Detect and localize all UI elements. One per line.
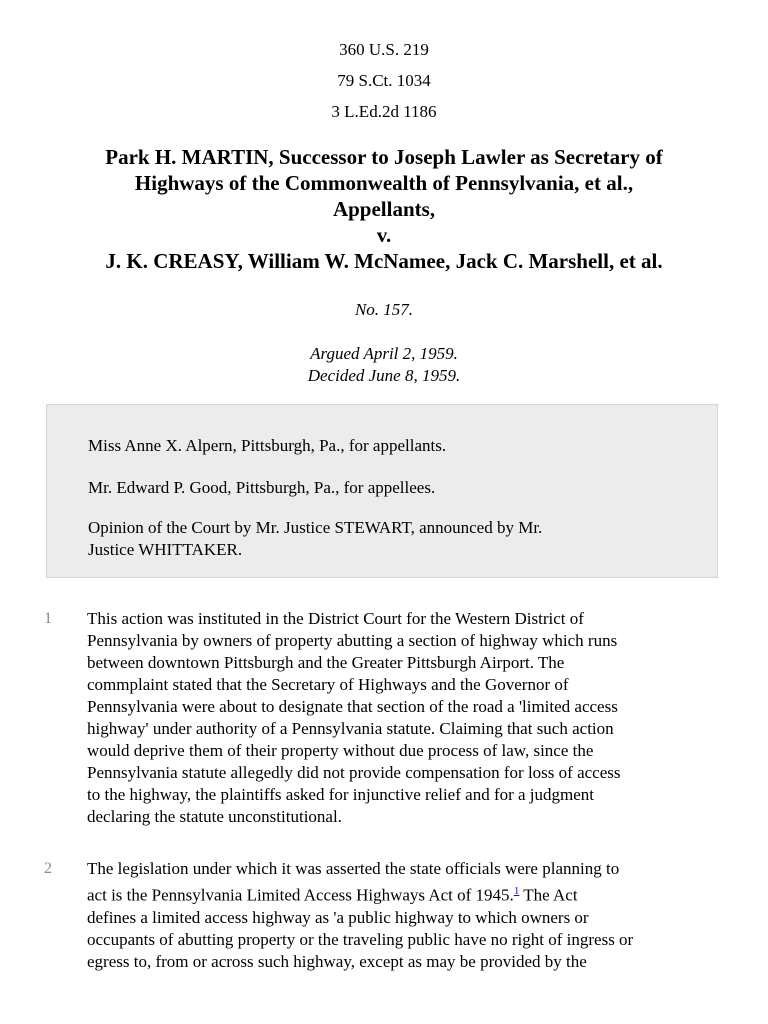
paragraph-line: Pennsylvania statute allegedly did not provide compensation for loss of access: [87, 763, 621, 782]
opinion-announcement-line: Opinion of the Court by Mr. Justice STEWART, announced by Mr.: [88, 518, 543, 537]
argued-date: Argued April 2, 1959.: [310, 344, 458, 363]
paragraph-line-segment: The Act: [519, 885, 578, 905]
case-title-versus: v.: [376, 223, 392, 247]
paragraph-line: defines a limited access highway as 'a public highway to which owners or: [87, 907, 589, 927]
paragraph-line: egress to, from or across such highway, except as may be provided by the: [87, 951, 587, 971]
paragraph-line: to the highway, the plaintiffs asked for injunctive relief and for a judgment: [87, 785, 595, 804]
paragraph-line: between downtown Pittsburgh and the Greater Pittsburgh Airport. The: [87, 653, 565, 672]
paragraph-number: 1: [44, 610, 52, 627]
decided-date: Decided June 8, 1959.: [307, 366, 461, 385]
case-title-line: J. K. CREASY, William W. McNamee, Jack C. Marshell, et al.: [105, 249, 663, 273]
footnote-link[interactable]: 1: [513, 885, 520, 897]
paragraph-number: 2: [44, 860, 52, 877]
paragraph-line: would deprive them of their property without due process of law, since the: [87, 741, 594, 760]
counsel-appellees: Mr. Edward P. Good, Pittsburgh, Pa., for appellees.: [88, 478, 436, 497]
case-title-line: Appellants,: [332, 197, 436, 221]
counsel-appellants: Miss Anne X. Alpern, Pittsburgh, Pa., for appellants.: [88, 436, 447, 455]
paragraph-line: highway' under authority of a Pennsylvania statute. Claiming that such action: [87, 719, 614, 738]
paragraph-line: Pennsylvania were about to designate that section of the road a 'limited access: [87, 697, 618, 716]
paragraph-line: [87, 880, 727, 907]
case-title: [30, 144, 738, 274]
paragraph-line: This action was instituted in the District Court for the Western District of: [87, 609, 584, 628]
case-dates: [0, 343, 768, 387]
paragraph-line: Pennsylvania by owners of property abutting a section of highway which runs: [87, 631, 618, 650]
citation-us-reports: 360 U.S. 219: [339, 40, 429, 59]
citation-lawyers-edition: 3 L.Ed.2d 1186: [331, 102, 437, 121]
paragraph-text: [87, 608, 727, 828]
case-title-line: Park H. MARTIN, Successor to Joseph Lawler as Secretary of: [105, 145, 663, 169]
citation-supreme-court-reporter: 79 S.Ct. 1034: [337, 71, 431, 90]
counsel-box: [46, 404, 718, 578]
opinion-announcement: [88, 517, 688, 561]
opinion-announcement-line: Justice WHITTAKER.: [88, 540, 243, 559]
paragraph-line: The legislation under which it was asserted the state officials were planning to: [87, 859, 620, 878]
docket-number: No. 157.: [354, 300, 414, 319]
paragraph-line: occupants of abutting property or the traveling public have no right of ingress or: [87, 929, 634, 949]
paragraph-text: [87, 858, 727, 973]
paragraph-line: commplaint stated that the Secretary of Highways and the Governor of: [87, 675, 569, 694]
paragraph-line-segment: act is the Pennsylvania Limited Access Highways Act of 1945.: [87, 885, 514, 905]
case-title-line: Highways of the Commonwealth of Pennsylvania, et al.,: [134, 171, 634, 195]
citations: [0, 34, 768, 127]
paragraph-line: declaring the statute unconstitutional.: [87, 807, 342, 826]
